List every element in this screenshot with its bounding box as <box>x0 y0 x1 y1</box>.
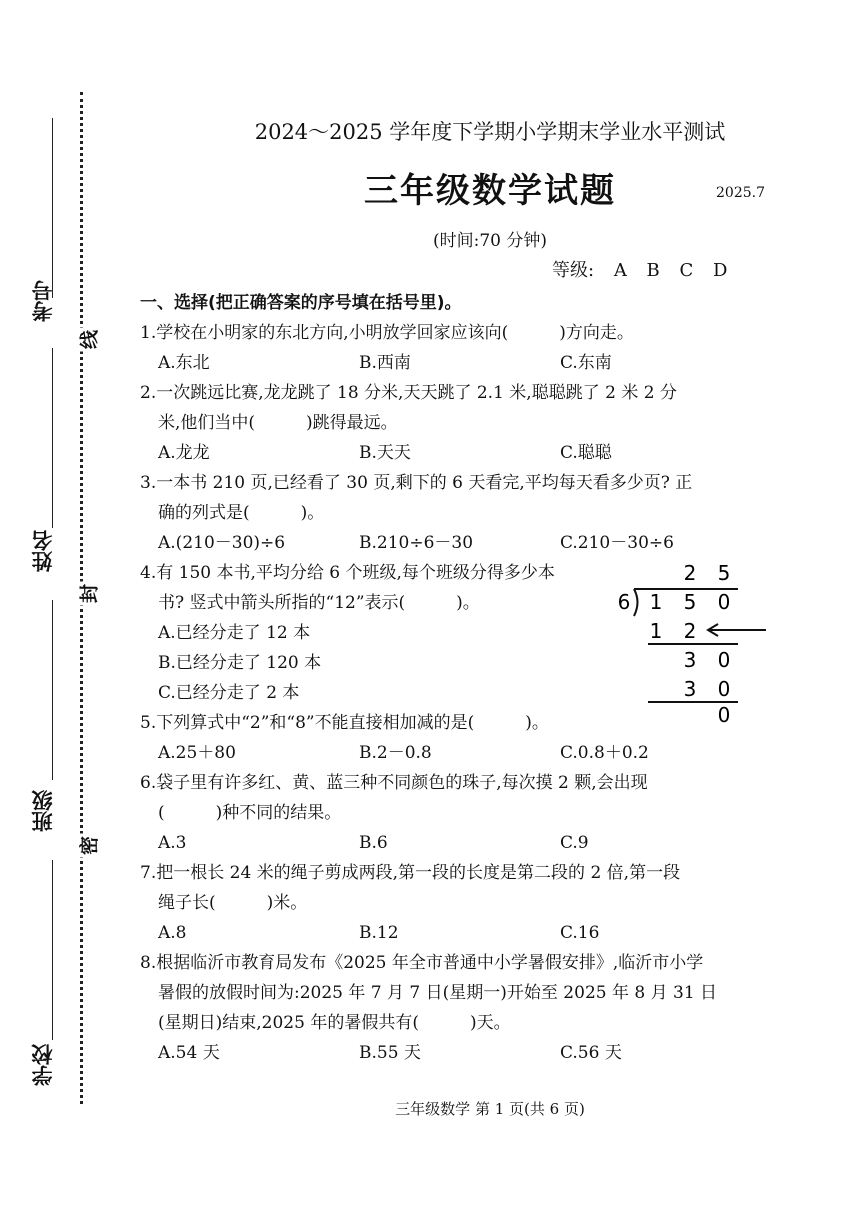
question-7-stem-cont: 绳子长( )米。 <box>158 893 308 913</box>
question-2-stem: 2.一次跳远比赛,龙龙跳了 18 分米,天天跳了 2.1 米,聪聪跳了 2 米 2 分 <box>140 383 677 403</box>
dividend-digit: 1 <box>649 590 663 614</box>
exam-date: 2025.7 <box>716 185 765 201</box>
step3-digit: 3 <box>683 677 697 701</box>
dividend-digit: 0 <box>717 590 731 614</box>
school-blank[interactable] <box>52 860 53 1040</box>
exam-number-blank[interactable] <box>52 118 53 298</box>
grade-label: 等级: <box>552 260 595 281</box>
class-blank[interactable] <box>52 600 53 780</box>
exam-time: (时间:70 分钟) <box>432 231 548 251</box>
name-label: 姓名 <box>31 530 55 572</box>
exam-main-title: 三年级数学试题 <box>364 171 616 211</box>
option-a[interactable]: A.(210－30)÷6 <box>158 533 286 553</box>
option-b[interactable]: B.已经分走了 120 本 <box>158 653 322 673</box>
option-c[interactable]: C.56 天 <box>560 1043 622 1063</box>
grade-option-a[interactable]: A <box>613 260 627 281</box>
name-blank[interactable] <box>52 348 53 528</box>
question-8-options <box>140 1038 770 1068</box>
class-label: 班级 <box>31 790 55 832</box>
question-3-options <box>140 528 770 558</box>
option-b[interactable]: B.天天 <box>359 443 411 463</box>
step3-digit: 0 <box>717 677 731 701</box>
question-1-options <box>140 348 770 378</box>
grade-option-b[interactable]: B <box>646 260 660 281</box>
question-5-options <box>140 738 770 768</box>
option-c[interactable]: C.聪聪 <box>560 443 612 463</box>
seal-char-seal: 封 <box>75 582 102 606</box>
grade-option-c[interactable]: C <box>679 260 694 281</box>
exam-header-title: 2024～2025 学年度下学期小学期末学业水平测试 <box>254 120 726 144</box>
option-a[interactable]: A.25＋80 <box>158 743 236 763</box>
option-c[interactable]: C.210－30÷6 <box>560 533 674 553</box>
option-b[interactable]: B.55 天 <box>359 1043 421 1063</box>
option-a[interactable]: A.54 天 <box>158 1043 220 1063</box>
step2-digit: 3 <box>683 648 697 672</box>
binding-sidebar <box>0 0 120 1216</box>
option-b[interactable]: B.6 <box>359 833 388 853</box>
option-a[interactable]: A.8 <box>158 923 187 943</box>
option-c[interactable]: C.0.8＋0.2 <box>560 743 649 763</box>
quotient-digit: 5 <box>717 561 731 585</box>
quotient-digit: 2 <box>683 561 697 585</box>
option-a[interactable]: A.已经分走了 12 本 <box>158 623 311 643</box>
option-b[interactable]: B.210÷6－30 <box>359 533 474 553</box>
question-8-stem-cont: 暑假的放假时间为:2025 年 7 月 7 日(星期一)开始至 2025 年 8 月 31 日 <box>158 983 718 1003</box>
option-c[interactable]: C.已经分走了 2 本 <box>158 683 300 703</box>
divisor: 6 <box>617 590 631 614</box>
question-1-stem: 1.学校在小明家的东北方向,小明放学回家应该向( )方向走。 <box>140 323 634 343</box>
step1-digit: 1 <box>649 619 663 643</box>
option-b[interactable]: B.2－0.8 <box>359 743 432 763</box>
grade-option-d[interactable]: D <box>713 260 728 281</box>
grade-row <box>552 256 727 282</box>
question-7-options <box>140 918 770 948</box>
dividend-digit: 5 <box>683 590 697 614</box>
question-2-stem-cont: 米,他们当中( )跳得最远。 <box>158 413 398 433</box>
question-4-stem: 4.有 150 本书,平均分给 6 个班级,每个班级分得多少本 <box>140 563 555 583</box>
question-3-stem: 3.一本书 210 页,已经看了 30 页,剩下的 6 天看完,平均每天看多少页? 正 <box>140 473 693 493</box>
option-c[interactable]: C.16 <box>560 923 600 943</box>
school-label: 学校 <box>31 1044 55 1086</box>
step1-digit: 2 <box>683 619 697 643</box>
question-5-stem: 5.下列算式中“2”和“8”不能直接相加减的是( )。 <box>140 713 549 733</box>
question-2-options <box>140 438 770 468</box>
question-3-stem-cont: 确的列式是( )。 <box>158 503 325 523</box>
arrow-pointer-icon <box>708 624 766 636</box>
remainder: 0 <box>717 703 731 726</box>
option-a[interactable]: A.龙龙 <box>158 443 210 463</box>
option-b[interactable]: B.12 <box>359 923 399 943</box>
long-division-figure <box>608 556 778 726</box>
option-a[interactable]: A.东北 <box>158 353 210 373</box>
option-c[interactable]: C.东南 <box>560 353 612 373</box>
question-6-stem: 6.袋子里有许多红、黄、蓝三种不同颜色的珠子,每次摸 2 颗,会出现 <box>140 773 648 793</box>
question-8-stem-cont2: (星期日)结束,2025 年的暑假共有( )天。 <box>158 1013 511 1033</box>
option-a[interactable]: A.3 <box>158 833 187 853</box>
exam-number-label: 考号 <box>31 280 55 322</box>
question-4-stem-cont: 书? 竖式中箭头所指的“12”表示( )。 <box>158 593 480 613</box>
page-footer: 三年级数学 第 1 页(共 6 页) <box>395 1100 585 1118</box>
question-7-stem: 7.把一根长 24 米的绳子剪成两段,第一段的长度是第二段的 2 倍,第一段 <box>140 863 681 883</box>
question-6-stem-cont: ( )种不同的结果。 <box>158 803 342 823</box>
option-b[interactable]: B.西南 <box>359 353 411 373</box>
question-8-stem: 8.根据临沂市教育局发布《2025 年全市普通中小学暑假安排》,临沂市小学 <box>140 953 704 973</box>
step2-digit: 0 <box>717 648 731 672</box>
seal-char-line: 线 <box>75 328 102 352</box>
option-c[interactable]: C.9 <box>560 833 589 853</box>
seal-char-secret: 密 <box>75 834 102 858</box>
question-6-options <box>140 828 770 858</box>
section-title: 一、选择(把正确答案的序号填在括号里)。 <box>140 293 462 313</box>
